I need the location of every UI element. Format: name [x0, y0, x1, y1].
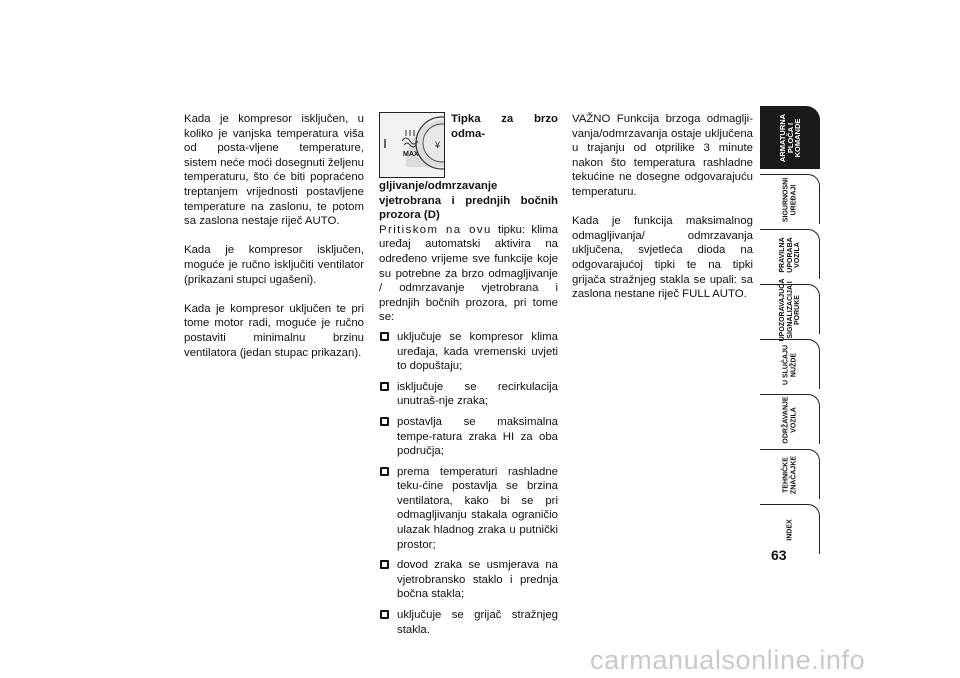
checkbox-bullet-icon	[380, 382, 389, 391]
text-column-middle	[379, 112, 558, 643]
checkbox-bullet-icon	[380, 467, 389, 476]
tab-label: INDEX	[785, 518, 793, 541]
tab-label: U SLUČAJU NUŽDE	[782, 344, 797, 385]
checkbox-bullet-icon	[380, 560, 389, 569]
tab-armaturna-ploca[interactable]	[760, 106, 820, 169]
watermark: carmanualsonline.info	[590, 645, 866, 675]
section-heading: Tipka za brzo odma-gljivanje/odmrzavanje vjetrobrana i prednjih bočnih prozora (D)	[379, 113, 558, 222]
intro-lead: Pritiskom na ovu	[379, 223, 492, 236]
paragraph: Kada je kompresor isključen, moguće je ručno isključiti ventilator (prikazani stupci ugašeni).	[184, 244, 364, 286]
list-item: prema temperaturi rashladne teku-ćine postavlja se brzina ventilatora, kako bi se pri odmagljivanju stakala ograničio ulazak hladnog zraka u putnički prostor;	[379, 465, 558, 553]
tab-sigurnosni-uredaji[interactable]	[760, 174, 820, 224]
tab-u-slucaju-nuzde[interactable]	[760, 339, 820, 389]
tab-label: TEHNIČKE ZNAČAJKE	[782, 455, 797, 494]
defrost-max-button-icon	[379, 112, 445, 178]
paragraph: Kada je kompresor isključen, u koliko je vanjska temperatura viša od posta-vljene temperature, sistem neće moći dosegnuti željenu temperaturu, što će biti popraćeno treptanjem vrijednosti postavljene temperature na zaslonu, te potom sa zaslona nestaje riječ AUTO.	[184, 113, 364, 228]
tab-pravilna-uporaba[interactable]	[760, 229, 820, 279]
tab-odrzavanje-vozila[interactable]	[760, 394, 820, 444]
checkbox-bullet-icon	[380, 417, 389, 426]
tab-label: SIGURNOSNI UREĐAJI	[782, 177, 797, 222]
checkbox-bullet-icon	[380, 332, 389, 341]
paragraph: Kada je funkcija maksimalnog odmagljivanja/ odmrzavanja uključena, svjetleća dioda na odgovarajućoj tipki te na tipki grijača stražnjeg stakla se upali: sa zaslona nestane riječ FULL AUTO.	[572, 215, 753, 301]
text-column-right	[572, 112, 753, 316]
svg-text:¥: ¥	[435, 140, 441, 150]
tab-label: ARMATURNA PLOČA I KOMANDE	[777, 113, 802, 163]
intro-text: tipku: klima uređaj automatski aktivira na određeno vrijeme sve funkcije koje su potrebne za brzo odmagljivanje / odmrzavanje vjetrobrana i prednjih bočnih prozora, pri tome se:	[379, 223, 558, 324]
text-column-left	[184, 112, 364, 375]
tab-index[interactable]	[760, 504, 820, 554]
bullet-list	[379, 330, 558, 637]
chapter-tab-bar	[760, 106, 820, 559]
checkbox-bullet-icon	[380, 610, 389, 619]
max-label: MAX	[403, 151, 419, 158]
list-item: isključuje se recirkulacija unutraš-nje zraka;	[379, 380, 558, 409]
paragraph: VAŽNO Funkcija brzoga odmaglji-vanja/odmrzavanja ostaje uključena u trajanju od otprilike 3 minute nakon što temperatura rashladne tekućine ne dosegne odgovarajuću temperaturu.	[572, 113, 753, 198]
list-item: dovod zraka se usmjerava na vjetrobransko staklo i prednja bočna stakla;	[379, 558, 558, 602]
list-item: uključuje se kompresor klima uređaja, kada vremenski uvjeti to dopuštaju;	[379, 330, 558, 374]
tab-label: UPOZORAVAJUĆA SIGNALIZACIJA I PORUKE	[778, 278, 801, 341]
tab-tehnicke-znacajke[interactable]	[760, 449, 820, 499]
tab-label: PRAVILNA UPORABA VOZILA	[778, 236, 801, 273]
list-item: postavlja se maksimalna tempe-ratura zraka HI za oba područja;	[379, 415, 558, 459]
list-item: uključuje se grijač stražnjeg stakla.	[379, 608, 558, 637]
tab-upozoravajuca-signalizacija[interactable]	[760, 278, 820, 341]
tab-label: ODRŽAVANJE VOZILA	[782, 395, 797, 444]
page-number: 63	[771, 547, 787, 563]
paragraph: Kada je kompresor uključen te pri tome motor radi, moguće je ručno postaviti minimalnu brzinu ventilatora (jedan stupac prikazan).	[184, 302, 364, 359]
